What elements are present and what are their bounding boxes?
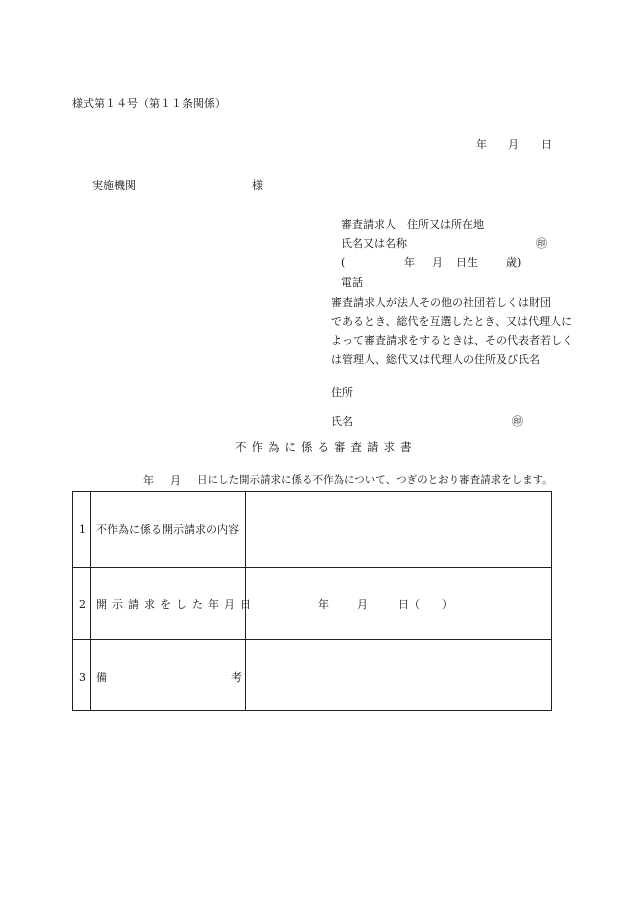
rep-seal: ㊞ xyxy=(512,415,523,428)
table-row-separator xyxy=(73,567,551,568)
intro-month: 月 xyxy=(170,474,181,487)
birth-month: 月 xyxy=(432,256,443,269)
date-year: 年 xyxy=(476,138,487,151)
row-value-year: 年 xyxy=(318,598,329,611)
document-title: 不作為に係る審査請求書 xyxy=(235,440,417,454)
requester-address-label: 審査請求人 住所又は所在地 xyxy=(341,218,484,231)
birth-age: 歳) xyxy=(506,256,522,269)
rep-address-label: 住所 xyxy=(331,386,353,399)
row-label-remarks-right: 考 xyxy=(231,671,242,684)
birth-open: ( xyxy=(341,256,346,269)
row-value-month: 月 xyxy=(357,598,368,611)
request-table xyxy=(72,491,552,711)
date-month: 月 xyxy=(508,138,519,151)
intro-text: 日にした開示請求に係る不作為について、つぎのとおり審査請求をします。 xyxy=(197,474,553,486)
form-number: 様式第１４号（第１１条関係） xyxy=(72,97,226,110)
note-line: であるとき、総代を互選したとき、又は代理人に xyxy=(331,315,573,328)
birth-year: 年 xyxy=(404,256,415,269)
row-value-day: 日（ ） xyxy=(398,598,453,611)
note-line: 審査請求人が法人その他の社団若しくは財団 xyxy=(331,296,551,309)
rep-name-label: 氏名 xyxy=(331,415,353,428)
note-line: は管理人、総代又は代理人の住所及び氏名 xyxy=(331,353,540,366)
addressee-honorific: 様 xyxy=(252,179,263,192)
row-number: 2 xyxy=(79,598,86,611)
note-line: よって審査請求をするときは、その代表者若しく xyxy=(331,334,573,347)
row-label-date: 開示請求をした年月日 xyxy=(96,598,256,611)
row-label-remarks-left: 備 xyxy=(96,671,107,684)
intro-year: 年 xyxy=(143,474,154,487)
addressee-org: 実施機関 xyxy=(92,179,136,192)
row-number: 1 xyxy=(79,523,86,536)
requester-seal: ㊞ xyxy=(536,237,547,250)
row-number: 3 xyxy=(79,671,86,684)
row-label-content: 不作為に係る開示請求の内容 xyxy=(96,523,239,536)
date-day: 日 xyxy=(541,138,552,151)
table-row-separator xyxy=(73,639,551,640)
birth-day: 日生 xyxy=(456,256,478,269)
requester-phone-label: 電話 xyxy=(341,276,363,289)
table-divider xyxy=(90,492,91,710)
requester-name-label: 氏名又は名称 xyxy=(341,237,407,250)
